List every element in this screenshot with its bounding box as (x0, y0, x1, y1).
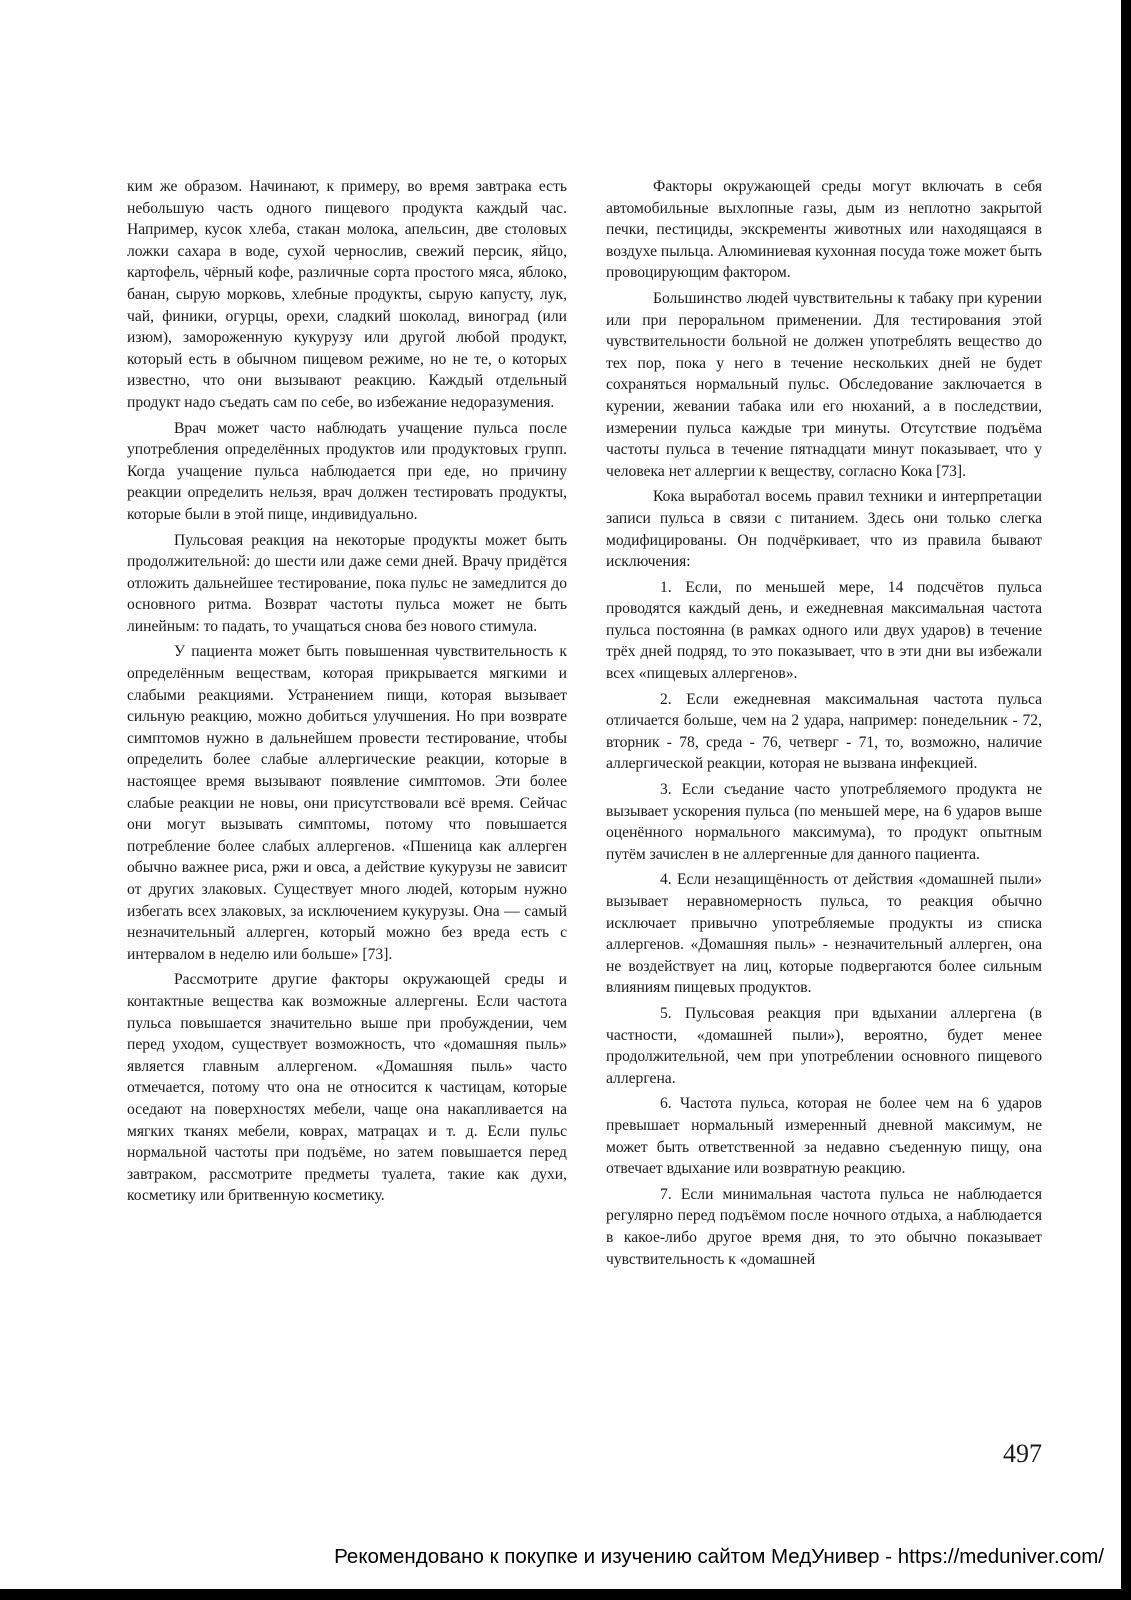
paragraph: ким же образом. Начинают, к примеру, во время завтрака есть небольшую часть одного пищевого продукта каждый час. Например, кусок хлеба, стакан молока, апельсин, две столовых ложки сахара в воде, сухой чернослив, свежий персик, яйцо, картофель, чёрный кофе, различные сорта простого мяса, яблоко, банан, сырую морковь, хлебные продукты, сырую капусту, лук, чай, финики, огурцы, орехи, сладкий шоколад, виноград (или изюм), замороженную кукурузу или другой любой продукт, который есть в обычном пищевом режиме, но не те, о которых известно, что они вызывают реакцию. Каждый отдельный продукт надо съедать сам по себе, во избежание недоразумения. (127, 178, 567, 411)
rule-item: 5. Пульсовая реакция при вдыхании аллергена (в частности, «домашней пыли»), вероятно, будет менее продолжительной, чем при употреблении основного пищевого аллергена. (606, 1004, 1042, 1087)
page-number: 497 (1003, 1439, 1042, 1468)
paragraph: Пульсовая реакция на некоторые продукты может быть продолжительной: до шести или даже семи дней. Врачу придётся отложить дальнейшее тестирование, пока пульс не замедлится до основного ритма. Возврат частоты пульса может не быть линейным: то падать, то учащаться снова без нового стимула. (127, 531, 567, 635)
right-column (606, 176, 1042, 1274)
paragraph: Рассмотрите другие факторы окружающей среды и контактные вещества как возможные аллергены. Если частота пульса повышается значительно выше при пробуждении, чем перед уходом, существует возможность, что «домашняя пыль» является главным аллергеном. «Домашняя пыль» часто отмечается, потому что она не относится к частицам, которые оседают на поверхностях мебели, чаще она накапливается на мягких тканях мебели, коврах, матрацах и т. д. Если пульс нормальной частоты при подъёме, но затем повышается перед завтраком, рассмотрите предметы туалета, такие как духи, косметику или бритвенную косметику. (127, 971, 567, 1205)
scan-border-right (1121, 0, 1131, 1600)
rule-item: 3. Если съедание часто употребляемого продукта не вызывает ускорения пульса (по меньшей мере, на 6 ударов выше оценённого нормального максимума), то продукт опытным путём зачислен в не аллергенные для данного пациента. (606, 781, 1042, 863)
rule-item: 6. Частота пульса, которая не более чем на 6 ударов превышает нормальный измеренный дневной максимум, не может быть ответственной за недавно съеденную пищу, она отвечает вдыхание или возвратную реакцию. (606, 1095, 1042, 1178)
rule-item: 2. Если ежедневная максимальная частота пульса отличается больше, чем на 2 удара, например: понедельник - 72, вторник - 78, среда - 76, четверг - 71, то, возможно, наличие аллергической реакции, которая не вызвана инфекцией. (606, 690, 1042, 773)
paragraph: Большинство людей чувствительны к табаку при курении или при пероральном применении. Для тестирования этой чувствительности больной не должен употреблять вещество до тех пор, пока у него в течение нескольких дней не будет сохраняться нормальный пульс. Обследование заключается в курении, жевании табака или его нюханий, а в последствии, измерении пульса каждые три минуты. Отсутствие подъёма частоты пульса в течение пятнадцати минут показывает, что у человека нет аллергии к веществу, согласно Кока [73]. (606, 289, 1042, 480)
rule-item: 1. Если, по меньшей мере, 14 подсчётов пульса проводятся каждый день, и ежедневная максимальная частота пульса постоянна (в рамках одного или двух ударов) в течение трёх дней подряд, то это показывает, что в эти дни вы избежали всех «пищевых аллергенов». (606, 578, 1042, 683)
paragraph: Врач может часто наблюдать учащение пульса после употребления определённых продуктов или продуктовых групп. Когда учащение пульса наблюдается при еде, но причину реакции определить нельзя, врач должен тестировать продукты, которые были в этой пище, индивидуально. (127, 419, 567, 523)
paragraph: У пациента может быть повышенная чувствительность к определённым веществам, которая прикрывается мягкими и слабыми реакциями. Устранением пищи, которая вызывает сильную реакцию, можно добиться улучшения. Но при возврате симптомов нужно в дальнейшем провести тестирование, чтобы определить более слабые аллергические реакции, которые в настоящее время вызывают появление симптомов. Эти более слабые реакции не новы, они присутствовали всё время. Сейчас они могут вызывать симптомы, потому что повышается потребление более слабых аллергенов. «Пшеница как аллерген обычно важнее риса, ржи и овса, а действие кукурузы не зависит от других злаковых. Существует много людей, которым нужно избегать всех злаковых, за исключением кукурузы. Она — самый незначительный аллерген, который можно без вреда есть с интервалом в неделю или больше» [73]. (127, 643, 567, 963)
rule-item: 7. Если минимальная частота пульса не наблюдается регулярно перед подъёмом после ночного отдыха, а наблюдается в какое-либо другое время дня, то это обычно показывает чувствительность к «домашней (606, 1185, 1042, 1268)
paragraph: Факторы окружающей среды могут включать в себя автомобильные выхлопные газы, дым из неплотно закрытой печки, пестициды, экскременты животных или находящаяся в воздухе пыльца. Алюминиевая кухонная посуда тоже может быть провоцирующим фактором. (606, 178, 1042, 282)
left-column (127, 176, 567, 1211)
paragraph: Кока выработал восемь правил техники и интерпретации записи пульса в связи с питанием. Здесь они только слегка модифицированы. Он подчёркивает, что из правила бывают исключения: (606, 488, 1042, 571)
watermark-link[interactable]: Рекомендовано к покупке и изучению сайтом МедУнивер - https://meduniver.com/ (334, 1545, 1104, 1568)
rule-item: 4. Если незащищённость от действия «домашней пыли» вызывает неравномерность пульса, то реакция обычно исключает привычно употребляемые продукты из списка аллергенов. «Домашняя пыль» - незначительный аллерген, она не воздействует на лиц, которые подвергаются более сильным влияниям пищевых продуктов. (606, 871, 1042, 997)
scan-border-bottom (0, 1589, 1131, 1600)
